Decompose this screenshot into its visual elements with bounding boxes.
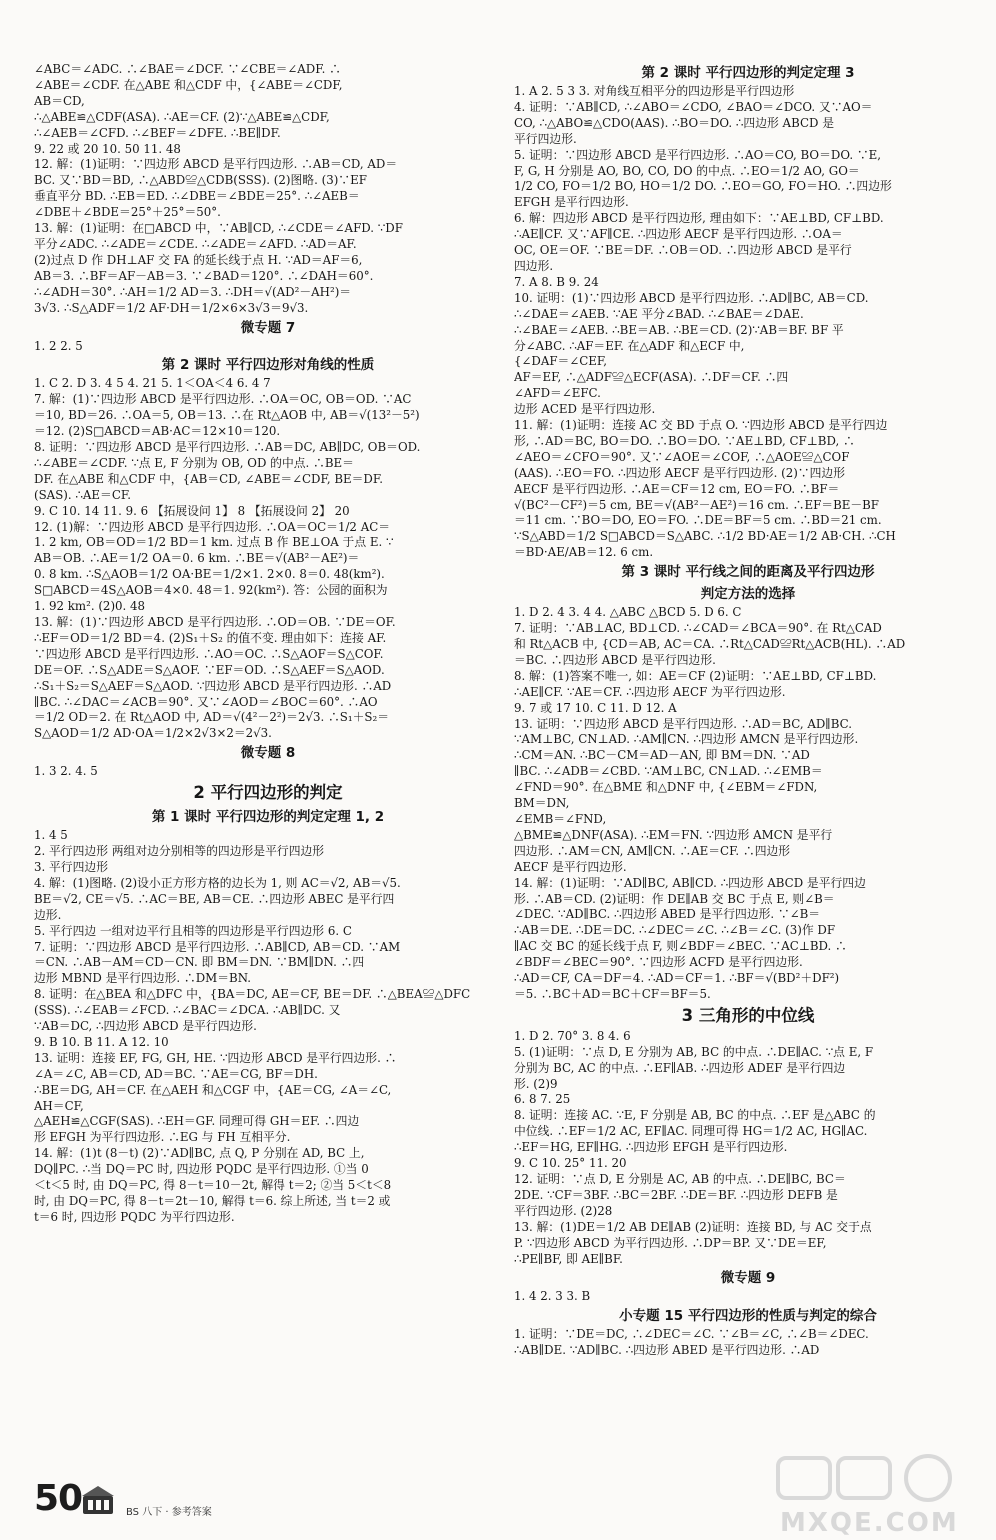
- answer-line: 9. C 10. 14 11. 9. 6 【拓展设问 1】 8 【拓展设问 2】 20: [34, 503, 350, 518]
- answer-line: AF＝EF, ∴△ADF≌△ECF(ASA). ∴DF＝CF. ∴四: [514, 370, 789, 385]
- answer-line: t＝6 时, 四边形 PQDC 为平行四边形.: [34, 1209, 235, 1224]
- answer-line: 2. 平行四边形 两组对边分别相等的四边形是平行四边形: [34, 844, 325, 859]
- answer-line: CO, ∴△ABO≌△CDO(AAS). ∴BO＝DO. ∴四边形 ABCD 是: [514, 115, 834, 130]
- answer-line: 形 EFGH 为平行四边形. ∴EG 与 FH 互相平分.: [34, 1130, 291, 1145]
- answer-line: 中位线. ∴EF＝1/2 AC, EF∥AC. 同理可得 HG＝1/2 AC, HG∥AC.: [514, 1124, 868, 1139]
- answer-line: S△AOD＝1/2 AD·OA＝1/2×2√3×2＝2√3.: [34, 726, 272, 741]
- answer-line: 四边形. ∴AM＝CN, AM∥CN. ∴AE＝CF. ∴四边形: [514, 843, 791, 858]
- answer-line: 1. D 2. 70° 3. 8 4. 6: [514, 1028, 631, 1043]
- answer-line: ∵四边形 ABCD 是平行四边形. ∴AO＝OC. ∴S△AOF＝S△COF.: [34, 646, 384, 661]
- answer-line: 1. 92 km². (2)0. 48: [34, 599, 146, 614]
- answer-line: ∴∠DAE＝∠AEB. ∵AE 平分∠BAD. ∴∠BAE＝∠DAE.: [514, 306, 804, 321]
- answer-line: ＝5. ∴BC＋AD＝BC＋CF＝BF＝5.: [514, 986, 711, 1001]
- answer-line: 1. 4 2. 3 3. B: [514, 1289, 591, 1304]
- answer-line: 1. D 2. 4 3. 4 4. △ABC △BCD 5. D 6. C: [514, 605, 742, 620]
- answer-line: ∴∠ABE＝∠CDF. ∵点 E, F 分别为 OB, OD 的中点. ∴BE＝: [34, 455, 354, 470]
- answer-line: 5. 平行四边 一组对边平行且相等的四边形是平行四边形 6. C: [34, 923, 352, 938]
- answer-line: AH＝CF,: [34, 1098, 84, 1113]
- answer-line: DE＝OF. ∴S△ADE＝S△AOF. ∵EF＝OD. ∴S△AEF＝S△AOD.: [34, 662, 385, 677]
- answer-line: ∴AE∥CF. ∵AE＝CF. ∴四边形 AECF 为平行四边形.: [514, 684, 786, 699]
- section-heading: 第 3 课时 平行线之间的距离及平行四边形: [621, 564, 875, 581]
- watermark-text: MXQE.COM: [780, 1508, 959, 1538]
- answer-line: 13. 解：(1)DE＝1/2 AB DE∥AB (2)证明：连接 BD, 与 AC 交于点: [514, 1219, 872, 1234]
- answer-line: 5. (1)证明：∵点 D, E 分别为 AB, BC 的中点. ∴DE∥AC. ∵点 E, F: [514, 1044, 874, 1059]
- answer-line: ∠AEO＝∠CFO＝90°. 又∵∠AOE＝∠COF, ∴△AOE≌△COF: [514, 449, 850, 464]
- answer-line: ∥AC 交 BC 的延长线于点 F, 则∠BDF＝∠BEC. ∵AC⊥BD. ∴: [514, 939, 847, 954]
- answer-line: 7. 证明：∵AB⊥AC, BD⊥CD. ∴∠CAD＝∠BCA＝90°. 在 Rt△CAD: [514, 621, 882, 636]
- answer-line: ∴△ABE≌△CDF(ASA). ∴AE＝CF. (2)∵△ABE≌△CDF,: [34, 109, 330, 124]
- answer-line: 1. A 2. 5 3 3. 对角线互相平分的四边形是平行四边形: [514, 84, 795, 98]
- section-heading: 第 2 课时 平行四边形的判定定理 3: [641, 65, 855, 81]
- answer-line: 7. A 8. B 9. 24: [514, 274, 599, 289]
- answer-line: DF. 在△ABE 和△CDF 中，{AB＝CD, ∠ABE＝∠CDF, BE＝DF.: [34, 471, 383, 486]
- section-heading: 微专题 7: [240, 319, 296, 336]
- answer-line: AECF 是平行四边形. ∴AE＝CF＝12 cm, EO＝FO. ∴BF＝: [514, 481, 840, 496]
- answer-line: ∵S△ABD＝1/2 S□ABCD＝S△ABC. ∴1/2 BD·AE＝1/2 AB·CH. ∴CH: [514, 529, 896, 544]
- page-number: 50: [34, 1478, 83, 1519]
- answer-line: ∠BDF＝∠BEC＝90°. ∵四边形 ACFD 是平行四边形.: [514, 955, 803, 970]
- answer-line: ∥BC. ∴∠DAC＝∠ACB＝90°. 又∵∠AOD＝∠BOC＝60°. ∴AO: [34, 694, 378, 709]
- answer-line: 9. 22 或 20 10. 50 11. 48: [34, 141, 181, 156]
- section-heading: 小专题 15 平行四边形的性质与判定的综合: [619, 1308, 877, 1325]
- answer-line: (SAS). ∴AE＝CF.: [34, 487, 131, 502]
- answer-line: ∴S₁＋S₂＝S△AEF＝S△AOD. ∵四边形 ABCD 是平行四边形. ∴AD: [34, 678, 392, 693]
- section-heading: 判定方法的选择: [700, 586, 796, 603]
- right-column: [514, 62, 982, 1359]
- answer-line: 8. 证明：在△BEA 和△DFC 中，{BA＝DC, AE＝CF, BE＝DF. ∴△BEA≌△DFC: [34, 987, 471, 1002]
- answer-line: 1. 2 km, OB＝OD＝1/2 BD＝1 km. 过点 B 作 BE⊥OA 于点 E. ∵: [34, 535, 394, 550]
- answer-line: ∥BC. ∴∠ADB＝∠CBD. ∵AM⊥BC, CN⊥AD. ∴∠EMB＝: [514, 764, 823, 779]
- answer-line: ＝12. (2)S□ABCD＝AB·AC＝12×10＝120.: [34, 424, 281, 439]
- answer-line: 边形 MBND 是平行四边形. ∴DM＝BN.: [34, 971, 252, 986]
- answer-line: (2)过点 D 作 DH⊥AF 交 FA 的延长线于点 H. ∵AD＝AF＝6,: [34, 252, 363, 267]
- left-column: [34, 62, 502, 1226]
- answer-line: ∠DBE＋∠BDE＝25°＋25°＝50°.: [34, 205, 221, 220]
- answer-line: 平行四边形. (2)28: [514, 1203, 613, 1218]
- chapter-heading: 2 平行四边形的判定: [193, 783, 343, 803]
- answer-line: ∠ABE＝∠CDF. 在△ABE 和△CDF 中，{∠ABE＝∠CDF,: [34, 77, 343, 92]
- answer-line: BM＝DN,: [514, 796, 570, 811]
- answer-line: P. ∵四边形 ABCD 为平行四边形. ∴DP＝BP. 又∵DE＝EF,: [514, 1235, 827, 1250]
- answer-line: 1. C 2. D 3. 4 5 4. 21 5. 1＜OA＜4 6. 4 7: [34, 376, 271, 391]
- answer-line: 1. 4 5: [34, 828, 68, 843]
- answer-line: BE＝√2, CE＝√5. ∴AC＝BE, AB＝CE. ∴四边形 ABEC 是平行四: [34, 891, 395, 906]
- answer-line: 9. B 10. B 11. A 12. 10: [34, 1034, 169, 1049]
- answer-line: ∠AFD＝∠EFC.: [514, 386, 601, 401]
- answer-line: ∴AE∥CF. 又∵AF∥CE. ∴四边形 AECF 是平行四边形. ∴OA＝: [514, 227, 843, 242]
- answer-line: 13. 解：(1)∵四边形 ABCD 是平行四边形. ∴OD＝OB. ∵DE＝OF.: [34, 615, 396, 629]
- answer-line: 10. 证明：(1)∵四边形 ABCD 是平行四边形. ∴AD∥BC, AB＝CD.: [514, 290, 869, 305]
- answer-line: ∴AB∥DE. ∵AD∥BC. ∴四边形 ABED 是平行四边形. ∴AD: [514, 1343, 820, 1358]
- answer-line: ∴EF＝OD＝1/2 BD＝4. (2)S₁＋S₂ 的值不变. 理由如下：连接 AF.: [34, 630, 387, 645]
- answer-line: 分∠ABC. ∴AF＝EF. 在△ADF 和△ECF 中,: [514, 338, 745, 353]
- answer-line: 1. 证明：∵DE＝DC, ∴∠DEC＝∠C. ∵∠B＝∠C, ∴∠B＝∠DEC.: [514, 1327, 869, 1342]
- answer-line: ＝10, BD＝26. ∴OA＝5, OB＝13. ∴在 Rt△AOB 中, AB＝√(13²－5²): [34, 408, 420, 423]
- answer-line: AB＝CD,: [34, 93, 85, 108]
- answer-line: {∠DAF＝∠CEF,: [514, 354, 607, 369]
- answer-line: 9. C 10. 25° 11. 20: [514, 1156, 627, 1171]
- answer-line: △BME≌△DNF(ASA). ∴EM＝FN. ∵四边形 AMCN 是平行: [514, 827, 833, 842]
- answer-line: 7. 解：(1)∵四边形 ABCD 是平行四边形. ∴OA＝OC, OB＝OD. ∵AC: [34, 392, 412, 407]
- answer-line: DQ∥PC. ∴当 DQ＝PC 时, 四边形 PQDC 是平行四边形. ①当 0: [34, 1162, 369, 1177]
- answer-line: ∠DEC. ∵AD∥BC. ∴四边形 ABED 是平行四边形. ∵∠B＝: [514, 907, 821, 922]
- answer-line: OC, OE＝OF. ∵BE＝DF. ∴OB＝OD. ∴四边形 ABCD 是平行: [514, 243, 852, 258]
- answer-line: ∠A＝∠C, AB＝CD, AD＝BC. ∵AE＝CG, BF＝DH.: [34, 1066, 318, 1081]
- answer-line: (SSS). ∴∠EAB＝∠FCD. ∴∠BAC＝∠DCA. ∴AB∥DC. 又: [34, 1003, 341, 1018]
- answer-line: ∴BE＝DG, AH＝CF. 在△AEH 和△CGF 中，{AE＝CG, ∠A＝∠C,: [34, 1082, 392, 1097]
- answer-line: ∴EF＝HG, EF∥HG. ∴四边形 EFGH 是平行四边形.: [514, 1140, 788, 1155]
- answer-line: ∴CM＝AN. ∴BC－CM＝AD－AN, 即 BM＝DN. ∵AD: [514, 748, 810, 763]
- answer-line: 8. 证明：∵四边形 ABCD 是平行四边形. ∴AB＝DC, AB∥DC, OB＝OD.: [34, 440, 421, 455]
- answer-line: 形. (2)9: [514, 1076, 558, 1091]
- answer-line: ∴∠AEB＝∠CFD. ∴∠BEF＝∠DFE. ∴BE∥DF.: [34, 125, 281, 140]
- answer-line: 四边形.: [514, 258, 554, 273]
- answer-line: AB＝OB. ∴AE＝1/2 OA＝0. 6 km. ∴BE＝√(AB²－AE²)＝: [34, 551, 360, 566]
- answer-line: 2DE. ∵CF＝3BF. ∴BC＝2BF. ∴DE＝BF. ∴四边形 DEFB 是: [514, 1187, 838, 1202]
- section-heading: 微专题 9: [720, 1270, 776, 1287]
- answer-line: 13. 解：(1)证明：在□ABCD 中，∵AB∥CD, ∴∠CDE＝∠AFD. ∵DF: [34, 221, 403, 236]
- answer-line: 和 Rt△ACB 中, {CD＝AB, AC＝CA. ∴Rt△CAD≌Rt△ACB(HL). ∴AD: [514, 637, 906, 651]
- section-heading: 第 2 课时 平行四边形对角线的性质: [161, 357, 375, 374]
- answer-line: ＜t＜5 时, 由 DQ＝PC, 得 8－t＝10－2t, 解得 t＝2; ②当 5＜t＜8: [34, 1178, 392, 1193]
- section-heading: 微专题 8: [240, 745, 296, 762]
- answer-line: 5. 证明：∵四边形 ABCD 是平行四边形. ∴AO＝CO, BO＝DO. ∵E,: [514, 147, 882, 162]
- chapter-heading: 3 三角形的中位线: [681, 1005, 815, 1025]
- answer-line: 14. 解：(1)证明：∵AD∥BC, AB∥CD. ∴四边形 ABCD 是平行四边: [514, 875, 866, 890]
- answer-line: 8. 解：(1)答案不唯一, 如：AE＝CF (2)证明：∵AE⊥BD, CF⊥BD.: [514, 668, 877, 683]
- answer-line: 13. 证明：∵四边形 ABCD 是平行四边形. ∴AD＝BC, AD∥BC.: [514, 716, 852, 731]
- answer-line: (AAS). ∴EO＝FO. ∴四边形 AECF 是平行四边形. (2)∵四边形: [514, 465, 845, 480]
- answer-line: ＝BC. ∴四边形 ABCD 是平行四边形.: [514, 652, 716, 667]
- answer-line: 12. (1)解：∵四边形 ABCD 是平行四边形. ∴OA＝OC＝1/2 AC＝: [34, 519, 391, 534]
- answer-line: 平分∠ADC. ∴∠ADE＝∠CDE. ∴∠ADE＝∠AFD. ∴AD＝AF.: [34, 236, 357, 251]
- answer-line: 13. 证明：连接 EF, FG, GH, HE. ∵四边形 ABCD 是平行四边形. ∴: [34, 1050, 397, 1065]
- watermark: [760, 1450, 996, 1536]
- answer-line: △AEH≌△CGF(SAS). ∴EH＝GF. 同理可得 GH＝EF. ∴四边: [34, 1114, 360, 1129]
- answer-line: EFGH 是平行四边形.: [514, 195, 629, 210]
- answer-line: 形, ∴AD＝BC, BO＝DO. ∴BO＝DO. ∵AE⊥BD, CF⊥BD, ∴: [514, 433, 855, 448]
- answer-line: 6. 解：四边形 ABCD 是平行四边形, 理由如下：∵AE⊥BD, CF⊥BD.: [514, 211, 884, 226]
- answer-line: 14. 解：(1)t (8－t) (2)∵AD∥BC, 点 Q, P 分别在 AD, BC 上,: [34, 1146, 365, 1161]
- answer-line: 垂直平分 BD. ∴EB＝ED. ∴∠DBE＝∠BDE＝25°. ∴∠AEB＝: [34, 189, 360, 204]
- answer-line: ∴∠ADH＝30°. ∴AH＝1/2 AD＝3. ∴DH＝√(AD²－AH²)＝: [34, 284, 352, 299]
- answer-line: ∴PE∥BF, 即 AE∥BF.: [514, 1251, 623, 1266]
- answer-line: 形. ∴AB＝CD. (2)证明：作 DE∥AB 交 BC 于点 E, 则∠B＝: [514, 891, 835, 906]
- answer-line: 1/2 CO, FO＝1/2 BO, HO＝1/2 DO. ∴EO＝GO, FO＝HO. ∴四边形: [514, 179, 892, 194]
- answer-line: 平行四边形.: [514, 131, 577, 146]
- answer-line: 边形 ACED 是平行四边形.: [514, 402, 656, 417]
- answer-line: 3. 平行四边形: [34, 859, 108, 874]
- answer-line: AECF 是平行四边形.: [514, 859, 627, 874]
- answer-line: F, G, H 分别是 AO, BO, CO, DO 的中点. ∴EO＝1/2 AO, GO＝: [514, 163, 860, 178]
- answer-line: ＝11 cm. ∵BO＝DO, EO＝FO. ∴DE＝BF＝5 cm. ∴BD＝21 cm.: [514, 513, 882, 528]
- answer-line: ∠ABC＝∠ADC. ∴∠BAE＝∠DCF. ∵∠CBE＝∠ADF. ∴: [34, 62, 341, 76]
- answer-line: 6. 8 7. 25: [514, 1092, 571, 1107]
- answer-line: 边形.: [34, 907, 62, 922]
- answer-line: ∵AB＝DC, ∴四边形 ABCD 是平行四边形.: [34, 1019, 257, 1034]
- answer-line: 8. 证明：连接 AC. ∵E, F 分别是 AB, BC 的中点. ∴EF 是△ABC 的: [514, 1108, 876, 1123]
- answer-line: 11. 解：(1)证明：连接 AC 交 BD 于点 O. ∵四边形 ABCD 是平行四边: [514, 418, 888, 433]
- answer-line: ∴∠BAE＝∠AEB. ∴BE＝AB. ∴BE＝CD. (2)∵AB＝BF. BF 平: [514, 322, 844, 337]
- answer-line: 7. 证明：∵四边形 ABCD 是平行四边形. ∴AB∥CD, AB＝CD. ∵AM: [34, 939, 401, 954]
- answer-line: AB＝3. ∴BF＝AF－AB＝3. ∵∠BAD＝120°. ∴∠DAH＝60°.: [34, 268, 374, 283]
- section-heading: 第 1 课时 平行四边形的判定定理 1, 2: [151, 809, 385, 826]
- page-footer: [34, 1478, 334, 1528]
- answer-line: 1. 2 2. 5: [34, 338, 83, 353]
- answer-line: BC. 又∵BD＝BD, ∴△ABD≌△CDB(SSS). (2)图略. (3)∵EF: [34, 173, 367, 188]
- answer-line: ∠FND＝90°. 在△BME 和△DNF 中, {∠EBM＝∠FDN,: [514, 780, 818, 795]
- answer-line: 9. 7 或 17 10. C 11. D 12. A: [514, 700, 677, 715]
- answer-line: ∠EMB＝∠FND,: [514, 811, 607, 826]
- answer-line: 分别为 BC, AC 的中点. ∴EF∥AB. ∴四边形 ADEF 是平行四边: [514, 1060, 846, 1075]
- publisher-logo-icon: [80, 1482, 116, 1518]
- answer-line: ＝1/2 OD＝2. 在 Rt△AOD 中, AD＝√(4²－2²)＝2√3. ∴S₁＋S₂＝: [34, 710, 390, 725]
- answer-line: √(BC²－CF²)＝5 cm, BE＝√(AB²－AE²)＝16 cm. ∴EF＝BE－BF: [514, 497, 879, 512]
- answer-line: ＝BD·AE/AB＝12. 6 cm.: [514, 545, 654, 560]
- answer-line: 12. 证明：∵点 D, E 分别是 AC, AB 的中点. ∴DE∥BC, BC＝: [514, 1172, 846, 1186]
- answer-line: ＝CN. ∴AB－AM＝CD－CN. 即 BM＝DN. ∵BM∥DN. ∴四: [34, 955, 365, 970]
- answer-line: 4. 解：(1)图略. (2)设小正方形方格的边长为 1, 则 AC＝√2, AB＝√5.: [34, 875, 401, 890]
- answer-line: S□ABCD＝4S△AOB＝4×0. 48＝1. 92(km²). 答：公园的面积为: [34, 583, 388, 598]
- answer-line: 12. 解：(1)证明：∵四边形 ABCD 是平行四边形. ∴AB＝CD, AD＝: [34, 157, 398, 172]
- answer-line: ∴AB＝DE. ∴DE＝DC. ∴∠DEC＝∠C. ∴∠B＝∠C. (3)作 DF: [514, 923, 836, 938]
- footer-label: BS 八下 · 参考答案: [126, 1507, 212, 1518]
- answer-line: ∵AM⊥BC, CN⊥AD. ∴AM∥CN. ∴四边形 AMCN 是平行四边形.: [514, 732, 859, 747]
- answer-line: 4. 证明：∵AB∥CD, ∴∠ABO＝∠CDO, ∠BAO＝∠DCO. 又∵AO＝: [514, 99, 873, 114]
- answer-line: 3√3. ∴S△ADF＝1/2 AF·DH＝1/2×6×3√3＝9√3.: [34, 300, 309, 315]
- answer-line: 1. 3 2. 4. 5: [34, 764, 98, 779]
- answer-line: 时, 由 DQ＝PC, 得 8－t＝2t－10, 解得 t＝6. 综上所述, 当 t＝2 或: [34, 1194, 391, 1208]
- answer-line: ∴AD＝CF, CA＝DF＝4. ∴AD＝CF＝1. ∴BF＝√(BD²＋DF²): [514, 971, 840, 986]
- answer-line: 0. 8 km. ∴S△AOB＝1/2 OA·BE＝1/2×1. 2×0. 8＝0. 48(km²).: [34, 567, 385, 582]
